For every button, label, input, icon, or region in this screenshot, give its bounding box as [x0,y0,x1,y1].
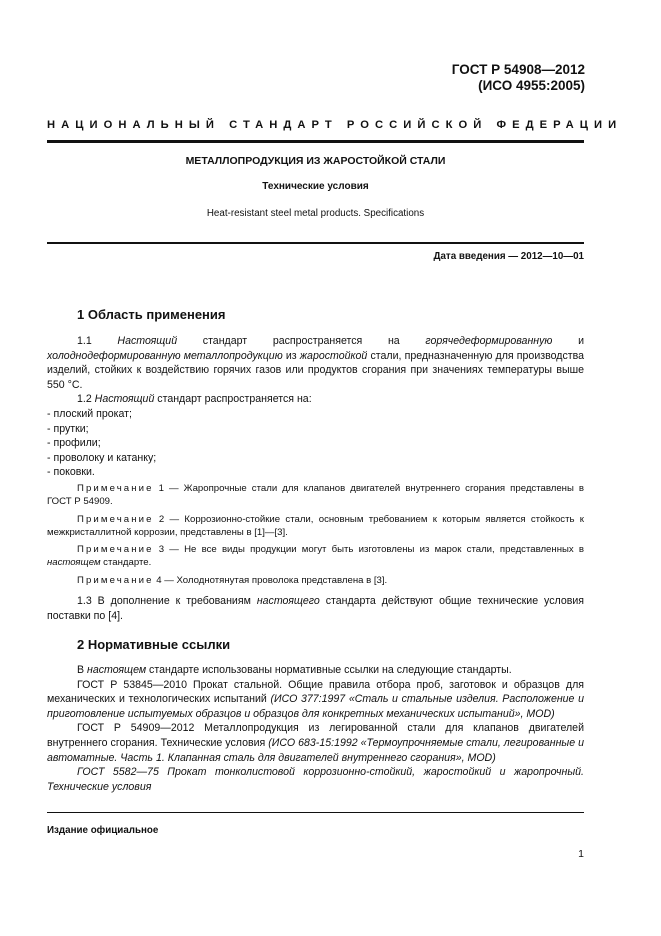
text-run-italic: настоящего [256,595,320,607]
text-run-italic: Настоящий [117,335,178,347]
note-text: Холоднотянутая проволока представлена в [3]. [176,575,388,586]
note-label: Примечание [77,514,154,525]
document-subtitle: Технические условия [262,181,369,192]
text-run: В [77,664,88,676]
note-3 [47,543,584,569]
national-standard-title: НАЦИОНАЛЬНЫЙ СТАНДАРТ РОССИЙСКОЙ ФЕДЕРАЦИИ [47,119,623,131]
section-1-heading: 1 Область применения [77,307,226,322]
iso-number: (ИСО 4955:2005) [478,78,585,93]
note-2 [47,513,584,539]
document-title: МЕТАЛЛОПРОДУКЦИЯ ИЗ ЖАРОСТОЙКОЙ СТАЛИ [185,155,446,167]
list-item: - профили; [47,437,101,450]
section-2-heading: 2 Нормативные ссылки [77,637,231,652]
note-text: стандарте. [100,557,152,569]
list-item: - прутки; [47,422,89,435]
text-run: стандарт распространяется на [177,335,426,347]
text-run: 1.1 [77,335,118,347]
note-number: 1 — [153,483,184,494]
text-run-italic: настоящем [87,664,147,676]
reference-gost-r-53845 [47,678,584,722]
text-run-italic: горячедеформированную [425,335,553,347]
list-item: - плоский прокат; [47,407,132,420]
text-run: и [552,335,584,347]
text-run: ГОСТ Р 53845—2010 Прокат стальной. Общие правила отбора проб, заготовок и образцов для механических и технологических испытаний [47,678,584,706]
note-number: 4 — [153,575,177,586]
reference-gost-r-54909 [47,721,584,765]
note-text-italic: настоящем [47,557,101,569]
text-run: 1.2 [77,393,95,406]
title-divider [47,242,584,244]
section-2-intro [47,663,584,678]
paragraph-1-3 [47,594,584,623]
page-number: 1 [578,848,584,860]
list-item: - поковки. [47,466,95,479]
text-run-italic: (ИСО 377:1997 «Сталь и стальные изделия. Расположение и приготовление испытуемых образцов и образцов для конкретных механических испытаний», MOD) [47,693,584,720]
section-2-body [47,663,584,794]
paragraph-1-2 [47,392,584,407]
standard-number-block [452,62,585,94]
text-run: стали, предназначенную для производства изделий, стойких к воздействию горячих газов или продуктов сгорания при значениях температуры выше 550 °С. [47,349,585,391]
note-1 [47,482,584,508]
footer-divider [47,812,584,813]
note-label: Примечание [77,575,154,586]
note-text: Коррозионно-стойкие стали, основным требованием к которым является стойкость к межкристаллитной коррозии, представлены в [1]—[3]. [47,514,584,539]
text-run: стандарт распространяется на: [154,393,312,406]
document-title-english: Heat-resistant steel metal products. Specifications [206,208,425,219]
note-text: Жаропрочные стали для клапанов двигателей внутреннего сгорания представлены в ГОСТ Р 54909. [47,483,584,508]
text-run-italic: ГОСТ 5582—75 Прокат тонколистовой коррозионно-стойкий, жаростойкий и жаропрочный. Технические условия [47,766,584,793]
note-4 [47,574,584,587]
text-run-italic: (ИСО 683-15:1992 «Термоупрочняемые стали, легированные и автоматные. Часть 1. Клапанная сталь для двигателей внутреннего сгорания», MOD) [47,736,584,764]
note-number: 2 — [153,514,185,525]
introduction-date: Дата введения — 2012—10—01 [433,251,584,262]
header-divider [47,140,584,143]
text-run-italic: Настоящий [94,393,155,406]
paragraph-1-1 [47,334,584,392]
note-number: 3 — [153,544,185,555]
text-run: стандарта действуют общие технические условия поставки по [4]. [47,595,584,622]
note-label: Примечание [77,483,154,494]
text-run: стандарте использованы нормативные ссылки на следующие стандарты. [146,664,512,676]
section-1-body [47,334,584,480]
text-run: ГОСТ Р 54909—2012 Металлопродукция из легированной стали для клапанов двигателей внутреннего сгорания. Технические условия [47,722,584,749]
gost-number: ГОСТ Р 54908—2012 [451,62,585,77]
reference-gost-5582 [47,765,584,794]
text-run: из [282,349,300,362]
text-run-italic: холоднодеформированную металлопродукцию [47,349,283,362]
list-item: - проволоку и катанку; [47,451,157,464]
text-run-italic: жаростойкой [299,349,368,362]
official-edition-label: Издание официальное [47,825,159,836]
note-label: Примечание [77,544,154,555]
text-run: 1.3 В дополнение к требованиям [77,595,257,607]
note-text: Не все виды продукции могут быть изготовлены из марок стали, представленных в [184,544,584,555]
